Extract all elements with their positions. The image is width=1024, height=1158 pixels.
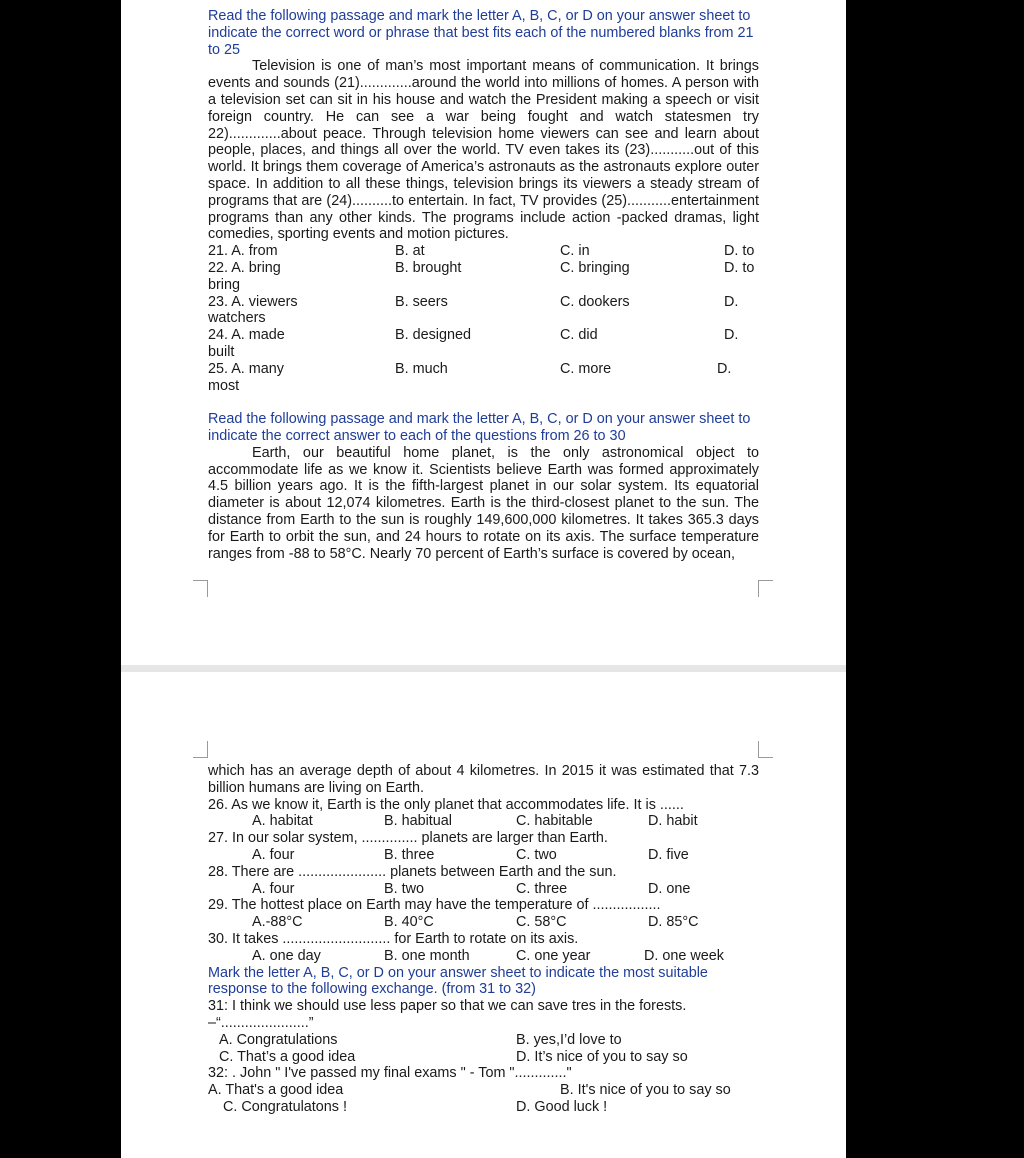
document-page-1 <box>121 0 846 665</box>
option-c: C. 58°C <box>516 914 567 931</box>
option-c: C. Congratulatons ! <box>223 1098 347 1115</box>
question-32 <box>208 1065 759 1115</box>
question-stem: 32: . John " I've passed my final exams " - Tom "............." <box>208 1065 572 1082</box>
option-a: A. habitat <box>252 813 313 830</box>
question-30 <box>208 931 759 965</box>
question-stem: 26. As we know it, Earth is the only planet that accommodates life. It is ...... <box>208 796 684 813</box>
option-d: D. one week <box>644 947 724 964</box>
option-b: B. much <box>395 360 448 377</box>
section-3-heading: Mark the letter A, B, C, or D on your answer sheet to indicate the most suitable response to the following exchange. (from 31 to 32) <box>208 964 708 998</box>
crop-mark <box>193 580 208 597</box>
option-b: B. brought <box>395 259 462 276</box>
crop-mark <box>758 580 773 597</box>
option-a: A. four <box>252 846 295 863</box>
option-d: D. <box>724 327 739 344</box>
option-a: A. four <box>252 880 295 897</box>
question-27 <box>208 830 759 864</box>
page-2-content <box>208 763 759 1116</box>
option-a: 23. A. viewers <box>208 293 298 310</box>
option-c: C. in <box>560 243 590 260</box>
option-a: A. That's a good idea <box>208 1082 344 1099</box>
option-b: B. two <box>384 880 424 897</box>
section-2-questions <box>208 797 759 965</box>
option-d-wrap: bring <box>208 276 240 293</box>
question-stem: 28. There are ...................... planets between Earth and the sun. <box>208 863 617 880</box>
option-d-wrap: watchers <box>208 310 266 327</box>
option-b: B. one month <box>384 947 470 964</box>
option-d: D. Good luck ! <box>516 1098 608 1115</box>
section-2-heading: Read the following passage and mark the letter A, B, C, or D on your answer sheet to indicate the correct answer to each of the questions from 26 to 30 <box>208 411 751 444</box>
option-b: B. seers <box>395 293 448 310</box>
option-d-wrap: built <box>208 343 235 360</box>
page-separator <box>121 665 846 672</box>
option-d: D. to <box>724 259 755 276</box>
option-c: C. one year <box>516 947 591 964</box>
question-29 <box>208 897 759 931</box>
option-b: B. yes,I’d love to <box>516 1031 622 1048</box>
option-d: D. <box>717 360 732 377</box>
question-31 <box>208 998 759 1065</box>
crop-mark <box>193 741 208 758</box>
option-b: B. It's nice of you to say so <box>560 1082 731 1099</box>
question-stem: 31: I think we should use less paper so that we can save tres in the forests. <box>208 998 687 1015</box>
option-b: B. three <box>384 846 435 863</box>
option-c: C. three <box>516 880 568 897</box>
option-d: D. <box>724 293 739 310</box>
option-c: C. That’s a good idea <box>219 1048 356 1065</box>
option-a: A. Congratulations <box>219 1031 338 1048</box>
question-21 <box>208 243 759 260</box>
section-1-heading: Read the following passage and mark the letter A, B, C, or D on your answer sheet to indicate the correct word or phrase that best fits each of the numbered blanks from 21 to 25 <box>208 8 754 58</box>
option-c: C. habitable <box>516 813 593 830</box>
answer-blank: –“......................” <box>208 1014 314 1031</box>
option-c: C. bringing <box>560 259 630 276</box>
question-26 <box>208 797 759 831</box>
section-1-passage: Television is one of man’s most important means of communication. It brings events and sounds (21).............around the world into millions of homes. A person with a television set can sit in his house and watch the President making a speech or visit foreign country. He can see a war being fought and watch statesmen try 22).............about peace. Through television home viewers can see and learn about people, places, and things all over the world. TV even takes its (23)...........out of this world. It brings them coverage of America’s astronauts as the astronauts explore outer space. In addition to all these things, television brings its viewers a steady stream of programs that are (24)..........to entertain. In fact, TV provides (25)...........entertainment programs than any other kinds. The programs include action -packed dramas, light comedies, sporting events and motion pictures. <box>208 58 759 243</box>
option-b: B. 40°C <box>384 914 434 931</box>
question-25 <box>208 361 759 395</box>
question-stem: 29. The hottest place on Earth may have the temperature of ................. <box>208 897 661 914</box>
section-2-passage-part-2: which has an average depth of about 4 kilometres. In 2015 it was estimated that 7.3 billion humans are living on Earth. <box>208 763 759 796</box>
option-d: D. It’s nice of you to say so <box>516 1048 688 1065</box>
question-stem: 30. It takes ........................... for Earth to rotate on its axis. <box>208 930 579 947</box>
option-d: D. five <box>648 846 689 863</box>
option-a: 21. A. from <box>208 243 278 260</box>
section-1-questions <box>208 243 759 394</box>
crop-mark <box>758 741 773 758</box>
option-a: A.-88°C <box>252 914 303 931</box>
option-c: C. two <box>516 846 557 863</box>
option-b: B. at <box>395 243 425 260</box>
option-a: A. one day <box>252 947 321 964</box>
section-2-passage-part-1: Earth, our beautiful home planet, is the only astronomical object to accommodate life as we know it. Scientists believe Earth was formed approximately 4.5 billion years ago. It is the fifth-largest planet in our solar system. Its equatorial diameter is about 12,074 kilometres. Earth is the third-closest planet to the sun. The distance from Earth to the sun is roughly 149,600,000 kilometres. It takes 365.3 days for Earth to orbit the sun, and 24 hours to rotate on its axis. The surface temperature ranges from -88 to 58°C. Nearly 70 percent of Earth’s surface is covered by ocean, <box>208 444 759 562</box>
option-c: C. more <box>560 360 612 377</box>
option-a: 22. A. bring <box>208 259 281 276</box>
option-d: D. one <box>648 880 691 897</box>
option-c: C. dookers <box>560 293 630 310</box>
option-b: B. designed <box>395 327 472 344</box>
option-d: D. 85°C <box>648 914 699 931</box>
option-b: B. habitual <box>384 813 453 830</box>
question-23 <box>208 294 759 328</box>
question-28 <box>208 864 759 898</box>
option-d-wrap: most <box>208 377 240 394</box>
document-page-2 <box>121 672 846 1158</box>
option-c: C. did <box>560 327 598 344</box>
option-d: D. habit <box>648 813 698 830</box>
page-1-content <box>208 8 759 562</box>
question-22 <box>208 260 759 294</box>
option-a: 24. A. made <box>208 327 285 344</box>
option-d: D. to <box>724 243 755 260</box>
option-a: 25. A. many <box>208 360 284 377</box>
question-stem: 27. In our solar system, .............. planets are larger than Earth. <box>208 830 608 847</box>
question-24 <box>208 327 759 361</box>
